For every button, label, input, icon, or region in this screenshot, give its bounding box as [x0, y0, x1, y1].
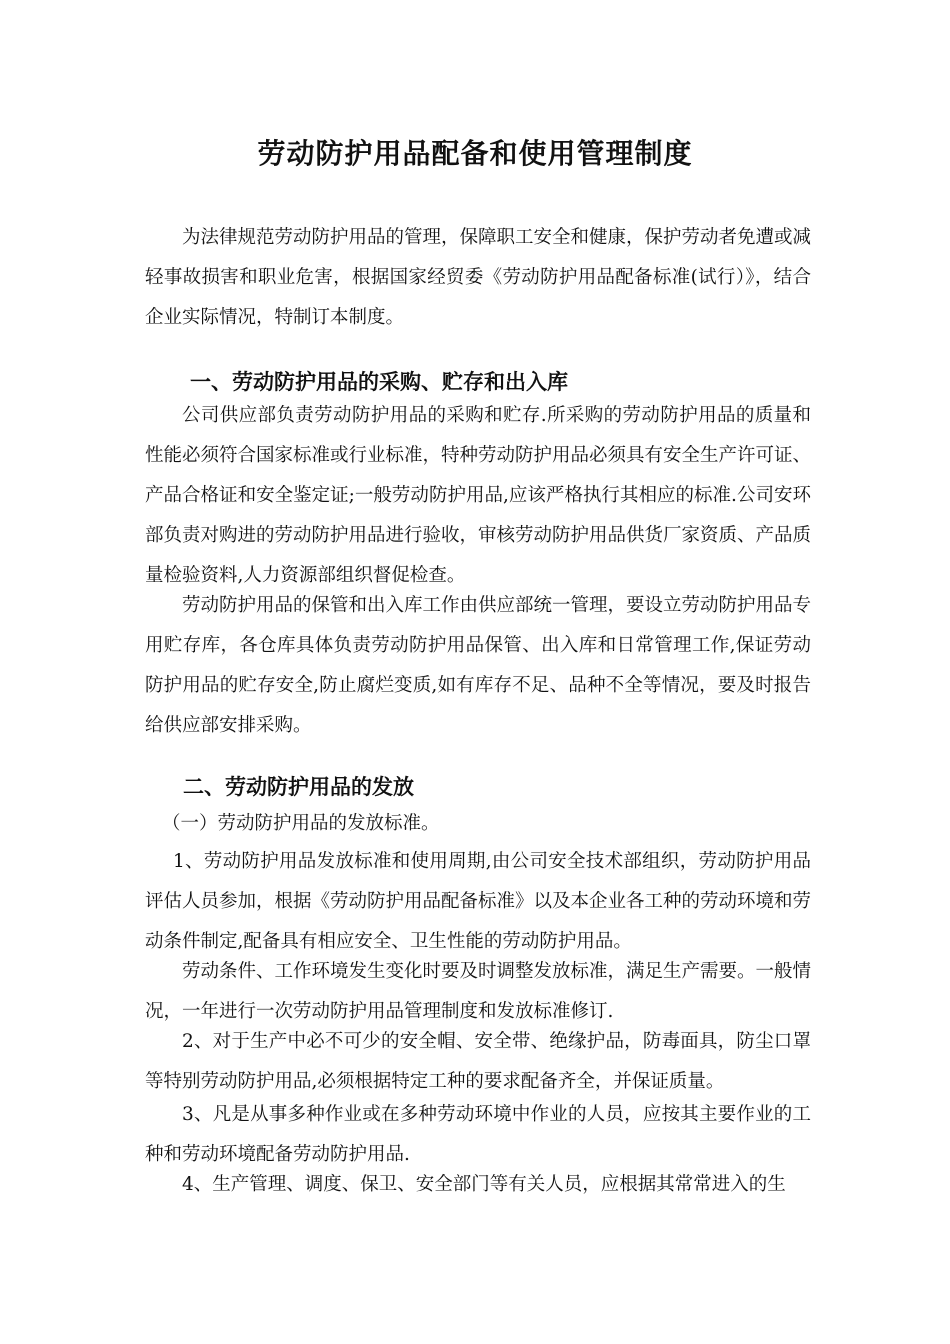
section2-subheading: （一）劳动防护用品的发放标准。: [162, 813, 440, 834]
section1-paragraph-2: 劳动防护用品的保管和出入库工作由供应部统一管理，要设立劳动防护用品专用贮存库，各仓库具体负责劳动防护用品保管、出入库和日常管理工作,保证劳动防护用品的贮存安全,防止腐烂变质,如有库存不足、品种不全等情况，要及时报告给供应部安排采购。: [145, 595, 812, 736]
section2-item-4: 4、生产管理、调度、保卫、安全部门等有关人员，应根据其常常进入的生: [182, 1174, 786, 1195]
section1-paragraph-1: 公司供应部负责劳动防护用品的采购和贮存.所采购的劳动防护用品的质量和性能必须符合国家标准或行业标准，特种劳动防护用品必须具有安全生产许可证、产品合格证和安全鉴定证;一般劳动防护用品,应该严格执行其相应的标准.公司安环部负责对购进的劳动防护用品进行验收，审核劳动防护用品供货厂家资质、产品质量检验资料,人力资源部组织督促检查。: [145, 405, 812, 586]
section1-heading: 一、劳动防护用品的采购、贮存和出入库: [190, 369, 568, 394]
intro-paragraph: 为法律规范劳动防护用品的管理，保障职工安全和健康，保护劳动者免遭或减轻事故损害和职业危害，根据国家经贸委《劳动防护用品配备标准(试行）》，结合企业实际情况，特制订本制度。: [145, 227, 812, 328]
section2-item-2: 2、对于生产中必不可少的安全帽、安全带、绝缘护品，防毒面具，防尘口罩等特别劳动防护用品,必须根据特定工种的要求配备齐全，并保证质量。: [145, 1031, 811, 1092]
section2-heading: 二、劳动防护用品的发放: [183, 774, 414, 799]
section2-item-3: 3、凡是从事多种作业或在多种劳动环境中作业的人员，应按其主要作业的工种和劳动环境配备劳动防护用品.: [145, 1104, 811, 1165]
document-title: 劳动防护用品配备和使用管理制度: [257, 137, 693, 170]
section2-item-1: 1、劳动防护用品发放标准和使用周期,由公司安全技术部组织，劳动防护用品评估人员参加，根据《劳动防护用品配备标准》以及本企业各工种的劳动环境和劳动条件制定,配备具有相应安全、卫生性能的劳动防护用品。: [145, 851, 812, 952]
section2-item-1-continued: 劳动条件、工作环境发生变化时要及时调整发放标准，满足生产需要。一般情况，一年进行一次劳动防护用品管理制度和发放标准修订.: [145, 961, 812, 1022]
